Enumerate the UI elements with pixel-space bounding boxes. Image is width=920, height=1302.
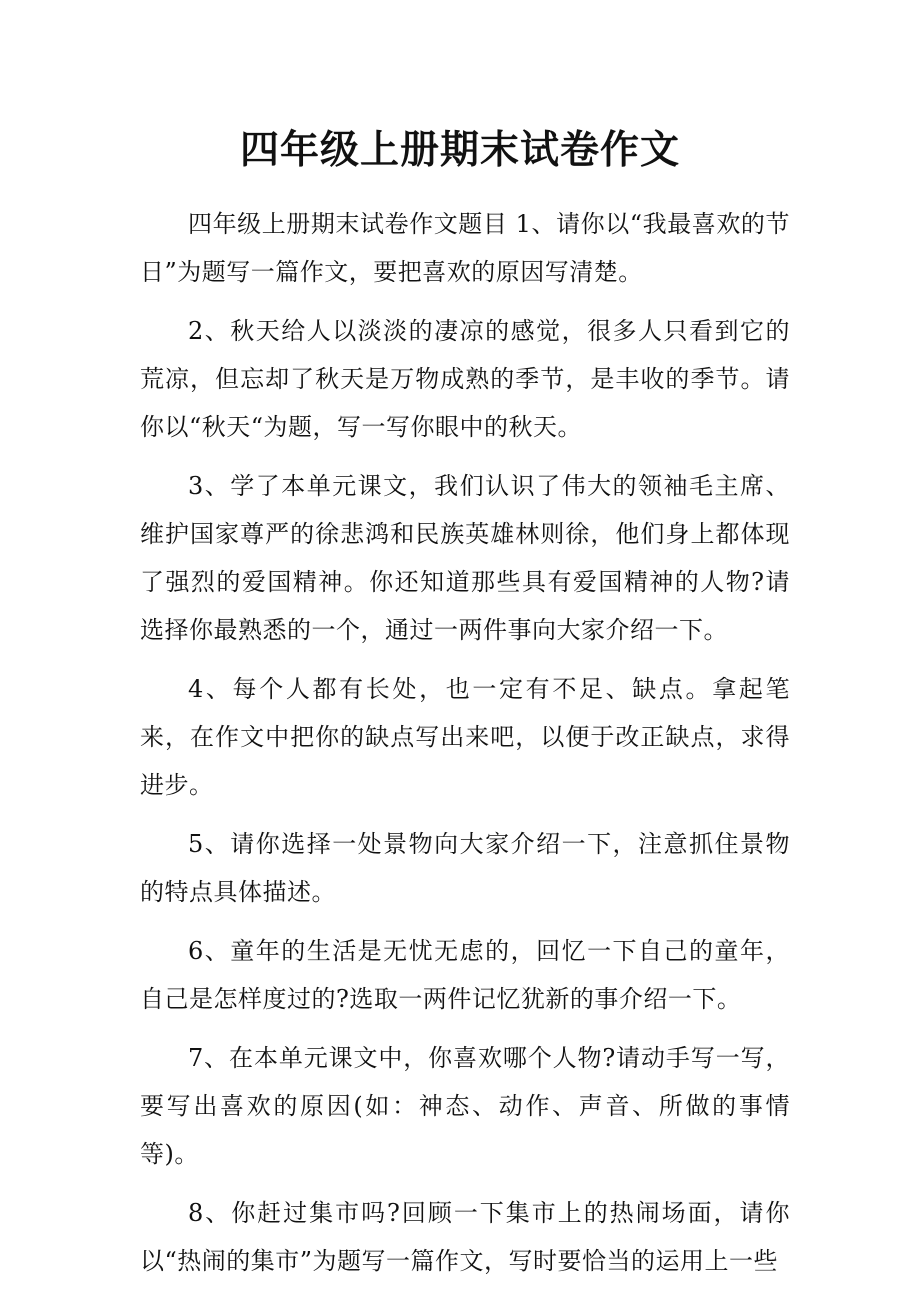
paragraph-5: 5、请你选择一处景物向大家介绍一下，注意抓住景物的特点具体描述。 [140,830,790,906]
paragraph-8: 8、你赶过集市吗?回顾一下集市上的热闹场面，请你以“热闹的集市”为题写一篇作文，写时要恰当的运用上一些 [140,1199,790,1275]
document-title: 四年级上册期末试卷作文 [239,127,680,173]
paragraph-7: 7、在本单元课文中，你喜欢哪个人物?请动手写一写，要写出喜欢的原因(如：神态、动作、声音、所做的事情等)。 [140,1044,790,1168]
paragraph-3: 3、学了本单元课文，我们认识了伟大的领袖毛主席、维护国家尊严的徐悲鸿和民族英雄林则徐，他们身上都体现了强烈的爱国精神。你还知道那些具有爱国精神的人物?请选择你最熟悉的一个，通过一两件事向大家介绍一下。 [140,472,790,644]
paragraph-1: 四年级上册期末试卷作文题目 1、请你以“我最喜欢的节日”为题写一篇作文，要把喜欢的原因写清楚。 [140,210,790,286]
paragraph-6: 6、童年的生活是无忧无虑的，回忆一下自己的童年，自己是怎样度过的?选取一两件记忆犹新的事介绍一下。 [140,937,790,1013]
document-body [140,200,790,1296]
paragraph-2: 2、秋天给人以淡淡的凄凉的感觉，很多人只看到它的荒凉，但忘却了秋天是万物成熟的季节，是丰收的季节。请你以“秋天“为题，写一写你眼中的秋天。 [140,317,790,441]
paragraph-4: 4、每个人都有长处，也一定有不足、缺点。拿起笔来，在作文中把你的缺点写出来吧，以便于改正缺点，求得进步。 [140,675,790,799]
